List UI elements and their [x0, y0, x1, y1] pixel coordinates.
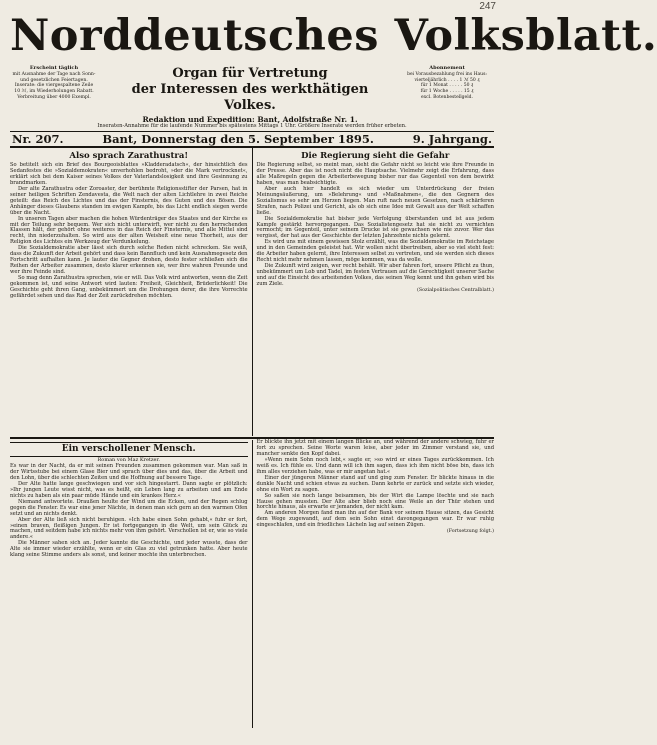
feuilleton-author: Roman von Maz Kretzer.: [97, 457, 160, 463]
article-credit: (Sozialpolitisches Centralblatt.): [417, 288, 494, 294]
article-paragraph: Die Sozialdemokratie hat bisher jede Verfolgung überstanden und ist aus jedem Kampfe gestärkt hervorgegangen. Das Sozialistengesetz hat sie nicht zu vernichten vermocht; im Gegenteil, unter seinem Drucke ist sie gewachsen wie nie zuvor. Wer das vergisst, der hat aus der Geschichte der letzten Jahrzehnte nichts gelernt.: [256, 215, 494, 240]
redaction-address: Redaktion und Expedition: Bant, Adolfstraße Nr. 1.: [142, 115, 358, 124]
feuilleton-left: [10, 440, 253, 728]
insert-notice: Inseraten-Annahme für die laufende Nummer bis spätestens Mittags 1 Uhr. Größere Inserate werden früher erbeten.: [97, 123, 407, 129]
article-paragraph: Die Zukunft wird zeigen, wer recht behält. Wir aber fahren fort, unsere Pflicht zu thun, unbekümmert um Lob und Tadel, im festen Vertrauen auf die Gerechtigkeit unserer Sache und auf die Einsicht des arbeitenden Volkes, das seinen Weg kennt und ihn gehen wird bis zum Ziele.: [256, 263, 494, 288]
feuilleton-right: [253, 440, 495, 728]
article-paragraph: Niemand antwortete. Draußen heulte der Wind um die Ecken, und der Regen schlug gegen die Fenster. Es war eine jener Nächte, in denen man sich gern an den warmen Ofen setzt und an nichts denkt.: [10, 498, 248, 517]
masthead-title: Norddeutsches Volksblatt.: [10, 11, 657, 61]
issue-number: Nr. 207.: [12, 132, 64, 146]
article-paragraph: So saßen sie noch lange beisammen, bis der Wirt die Lampe löschte und sie nach Hause gehen mussten. Der Alte aber blieb noch eine Weile an der Thür stehen und horchte hinaus, als erwarte er jemanden, der nicht kam.: [256, 492, 494, 511]
feuilleton-columns: [10, 440, 494, 728]
article-paragraph: Aber der Alte ließ sich nicht beruhigen. »Ich habe einen Sohn gehabt,« fuhr er fort, »einen braven, fleißigen Jungen. Er ist fortgegangen in die Welt, um sein Glück zu machen, und seitdem habe ich nichts mehr von ihm gehört. Verschollen ist er, wie so viele andere.«: [10, 516, 248, 541]
article-credit: (Fortsetzung folgt.): [446, 529, 494, 535]
article-paragraph: Aber auch hier handelt es sich wieder um Unterdrückung der freien Meinungsäußerung, um »Belehrung« und »Maßnahmen«, die den Gegnern des Sozialismus so sehr am Herzen liegen. Man ruft nach neuen Gesetzen, nach schärferen Strafen, nach Polizei und Gericht, als ob sich eine Idee mit Gewalt aus der Welt schaffen ließe.: [256, 185, 494, 216]
article-paragraph: Die Regierung selbst, so meint man, sieht die Gefahr nicht so leicht wie ihre Freunde in der Presse. Aber das ist noch nicht die Hauptsache. Vielmehr zeigt die Erfahrung, dass alle Maßregeln gegen die Arbeiterbewegung bisher nur das Gegenteil von dem bewirkt haben, was man beabsichtigte.: [256, 162, 494, 186]
article-paragraph: So betitelt sich ein Brief des Bourgeoisblattes »Kladderadatsch«, der hinsichtlich des Sedanfestes die »Sozialdemokraten« unverhohlen bedroht, »der die Mark vertrocknet«, erklärt sich bei dem Kaiser seines Volkes der Vaterlandslosigkeit und ihre Gesinnung zu brandmarken.: [10, 162, 248, 186]
column-left: [10, 148, 253, 436]
article-paragraph: Am anderen Morgen fand man ihn auf der Bank vor seinem Hause sitzen, das Gesicht dem Wege zugewandt, auf dem sein Sohn einst davongegangen war. Er war ruhig eingeschlafen, und ein friedliches Lächeln lag auf seinen Zügen.: [256, 510, 494, 529]
article-paragraph: Einer der jüngeren Männer stand auf und ging zum Fenster. Er blickte hinaus in die dunkle Nacht und schien etwas zu suchen. Dann kehrte er zurück und setzte sich wieder, ohne ein Wort zu sagen.: [256, 474, 494, 493]
article-paragraph: Er blickte ihn jetzt mit einem langen Blicke an, und während der andere schwieg, fuhr er fort zu sprechen. Seine Worte waren leise, aber jeder im Zimmer verstand sie, und mancher senkte den Kopf dabei.: [256, 439, 494, 457]
volume-year: 9. Jahrgang.: [412, 132, 492, 146]
issue-date: Bant, Donnerstag den 5. September 1895.: [102, 132, 374, 146]
article-title: Also sprach Zarathustra!: [69, 151, 189, 161]
organ-statement: Organ für Vertretung der Interessen des werkthätigen Volkes. Redaktion und Expedition: Bant, Adolfstraße Nr. 1.: [106, 66, 394, 125]
column-right: [253, 148, 495, 436]
article-title: Die Regierung sieht die Gefahr: [301, 151, 450, 161]
subscription-box: Abonnement bei Vorausbezahlung frei ins Haus: vierteljährlich . . . . 1 ℳ 50 ₰ für 1 Monat . . . . . 50 ₰ für 1 Woche . . . . . 15 ₰ excl. Botenbestellgeld.: [407, 65, 487, 100]
article-paragraph: »Wenn mein Sohn noch lebt,« sagte er, »so wird er eines Tages zurückkommen. Ich weiß es. Ich fühle es. Und dann will ich ihm sagen, dass ich ihm nicht böse bin, dass ich ihm alles verziehen habe, was er mir angetan hat.«: [256, 456, 494, 475]
article-paragraph: Der Alte hatte lange geschwiegen und vor sich hingestarrt. Dann sagte er plötzlich: »Ihr jungen Leute wisst nicht, was es heißt, ein Leben lang zu arbeiten und am Ende nichts zu haben als ein paar müde Hände und ein krankes Herz.«: [10, 480, 248, 499]
article-paragraph: Es wird uns mit einem gewissen Stolz erzählt, was die Sozialdemokratie im Reichstage und in den Gemeinden geleistet hat. Wir wollen nicht übertreiben, aber so viel steht fest: die Arbeiter haben gelernt, ihre Interessen selbst zu vertreten, und sie werden sich dieses Recht nicht mehr nehmen lassen, möge kommen, was da wolle.: [256, 239, 494, 264]
upper-columns: [10, 148, 494, 436]
article-paragraph: In unseren Tagen aber machen die hohen Würdenträger des Staates und der Kirche es mit der Teilung sehr bequem. Wer sich nicht unterwirft, wer nicht zu den herrschenden Klassen hält, der gehört ohne weiteres in das Reich der Finsternis, und alle Mittel sind recht, ihn niederzuhalten. So wird aus der alten Weisheit eine neue Thorheit, aus der Religion des Lichtes ein Werkzeug der Verdunkelung.: [10, 215, 248, 246]
feuilleton-title: Ein verschollener Mensch.: [10, 442, 248, 457]
publication-info-box: Erscheint täglich mit Ausnahme der Tage nach Sonn- und gesetzlichen Feiertagen. Inserate: die viergespaltene Zeile 10 ℳ, im Wiederholungen Rabatt. Verbreitung über 4000 Exempl.: [12, 65, 96, 100]
masthead-subheader: [10, 66, 494, 126]
article-paragraph: Es war in der Nacht, da er mit seinen Freunden zusammen gekommen war. Man saß in der Wirtsstube bei einem Glase Bier und sprach über dies und das, über die Arbeit und den Lohn, über die schlechten Zeiten und die Hoffnung auf bessere Tage.: [10, 463, 248, 481]
dateline: [10, 131, 494, 148]
article-paragraph: So mag denn Zarathustra sprechen, wie er will. Das Volk wird antworten, wenn die Zeit gekommen ist, und seine Antwort wird lauten: Freiheit, Gleichheit, Brüderlichkeit! Die Geschichte geht ihren Gang, unbekümmert um die Drohungen derer, die ihre Vorrechte gefährdet sehen und das Rad der Zeit zurückdrehen möchten.: [10, 275, 248, 299]
article-paragraph: Der alte Zarathustra oder Zoroaster, der berühmte Religionsstifter der Parsen, hat in seiner heiligen Schriften Zendavesta, die Welt nach der alten Lichtlehre in zwei Reiche geteilt: das Reich des Lichtes und das der Finsternis, des Guten und des Bösen. Die Anhänger dieses Glaubens standen im ewigen Kampfe, bis das Licht endlich siegen werde über die Nacht.: [10, 185, 248, 216]
article-paragraph: Die Männer sahen sich an. Jeder kannte die Geschichte, und jeder wusste, dass der Alte sie immer wieder erzählte, wenn er ein Glas zu viel getrunken hatte. Aber heute klang seine Stimme anders als sonst, und keiner mochte ihn unterbrechen.: [10, 540, 248, 559]
article-paragraph: Die Sozialdemokratie aber lässt sich durch solche Reden nicht schrecken. Sie weiß, dass die Zukunft der Arbeit gehört und dass kein Bannfluch und kein Ausnahmegesetz den Fortschritt aufhalten kann. Je lauter die Gegner drohen, desto fester schließen sich die Reihen der Arbeiter zusammen, desto klarer erkennen sie, wer ihre wahren Freunde und wer ihre Feinde sind.: [10, 245, 248, 276]
page-number: 247: [479, 1, 496, 12]
